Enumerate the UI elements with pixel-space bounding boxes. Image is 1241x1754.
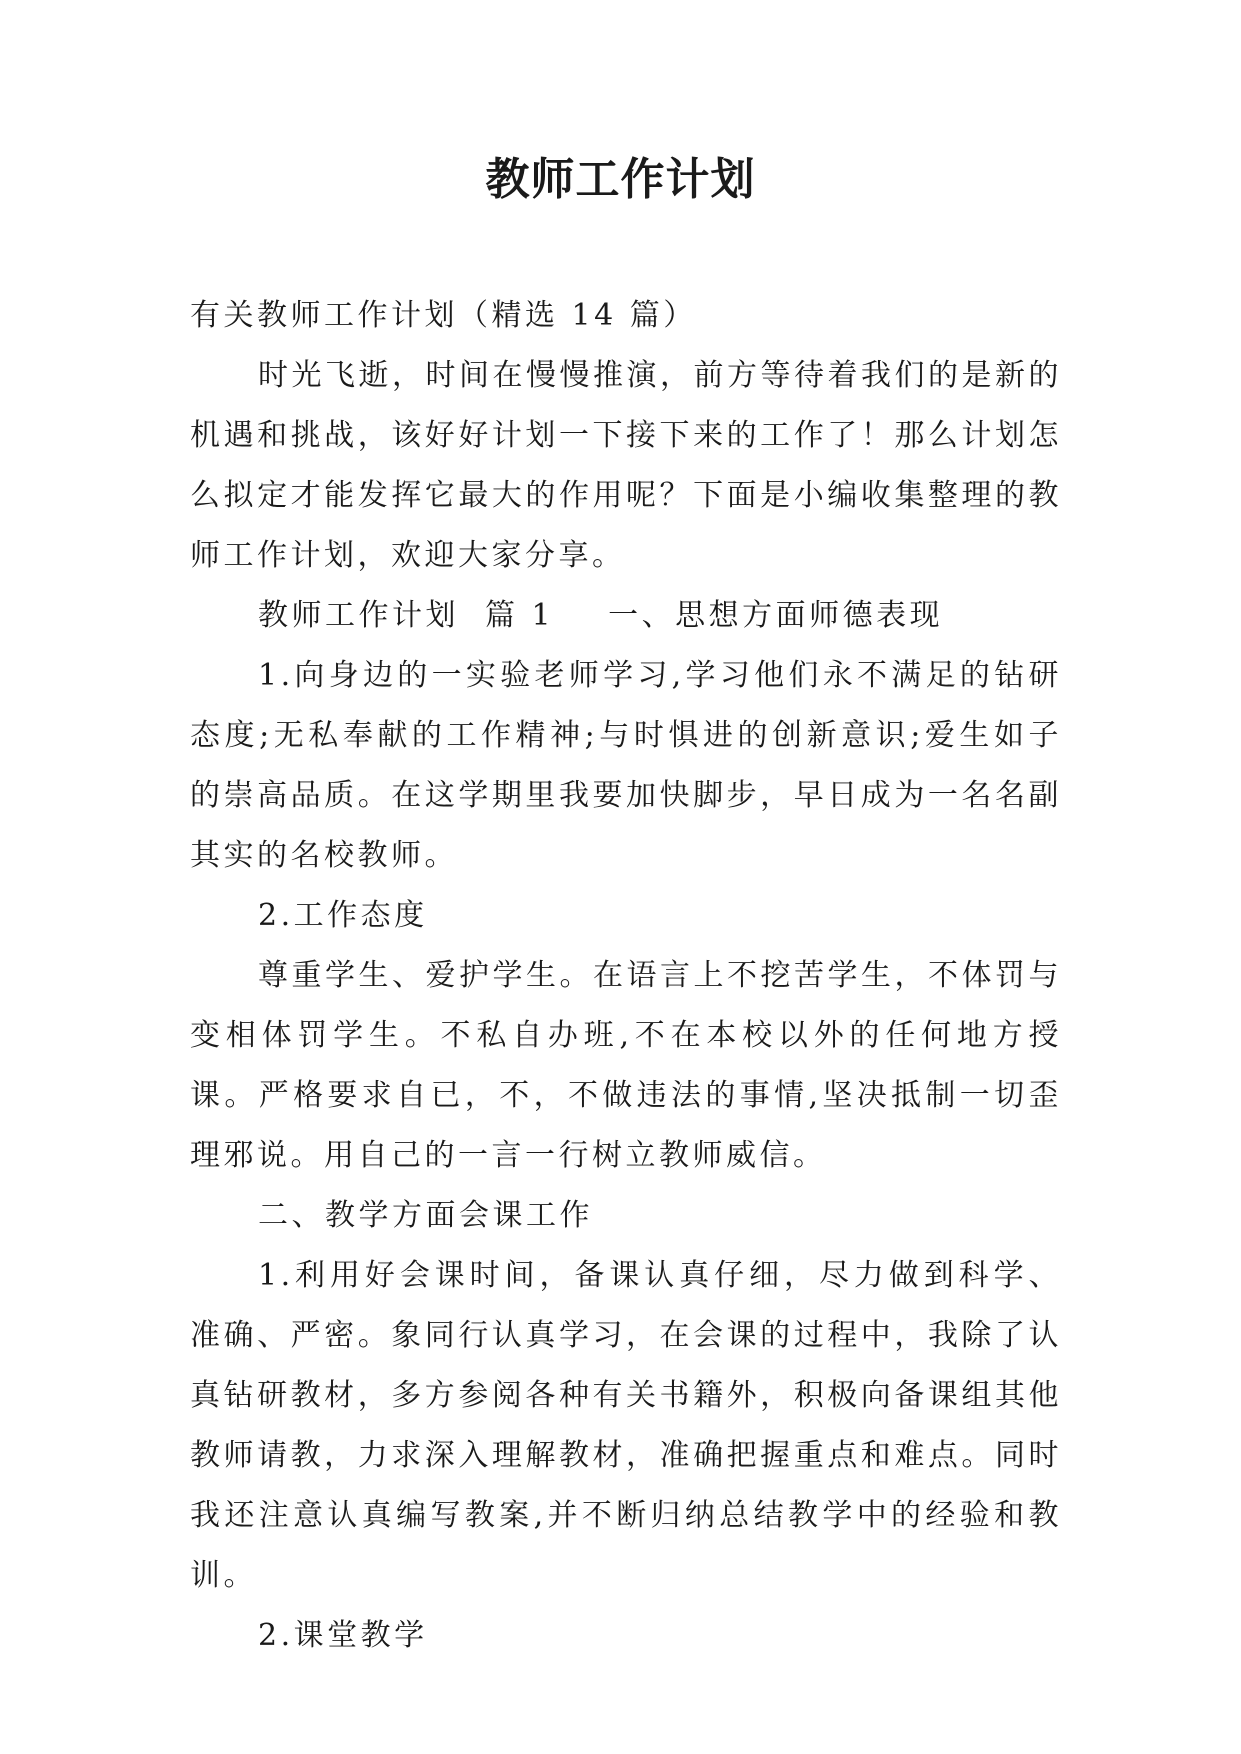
subheading-classroom: 2.课堂教学	[258, 1618, 428, 1653]
document-title: 教师工作计划	[485, 154, 756, 205]
paragraph-ethics: 1.向身边的一实验老师学习,学习他们永不满足的钻研态度;无私奉献的工作精神;与时惧进的创新意识;爱生如子的崇高品质。在这学期里我要加快脚步，早日成为一名名副其实的名校教师。	[190, 658, 1062, 873]
subheading-teaching: 二、教学方面会课工作	[258, 1198, 593, 1233]
section-heading-topic: 一、思想方面师德表现	[608, 598, 944, 633]
subheading-attitude: 2.工作态度	[258, 898, 428, 933]
intro-paragraph: 时光飞逝，时间在慢慢推演，前方等待着我们的是新的机遇和挑战，该好好计划一下接下来的工作了！那么计划怎么拟定才能发挥它最大的作用呢？下面是小编收集整理的教师工作计划，欢迎大家分享。	[190, 358, 1062, 573]
document-subtitle: 有关教师工作计划（精选 14 篇）	[190, 298, 697, 333]
paragraph-attitude: 尊重学生、爱护学生。在语言上不挖苦学生，不体罚与变相体罚学生。不私自办班,不在本校以外的任何地方授课。严格要求自已，不，不做违法的事情,坚决抵制一切歪理邪说。用自己的一言一行树立教师威信。	[190, 958, 1062, 1173]
section-heading-title: 教师工作计划	[258, 598, 459, 633]
section-heading-part: 篇 1	[485, 598, 555, 633]
section-heading	[190, 586, 1062, 646]
paragraph-lesson-prep: 1.利用好会课时间，备课认真仔细，尽力做到科学、准确、严密。象同行认真学习，在会课的过程中，我除了认真钻研教材，多方参阅各种有关书籍外，积极向备课组其他教师请教，力求深入理解教材，准确把握重点和难点。同时我还注意认真编写教案,并不断归纳总结教学中的经验和教训。	[190, 1258, 1062, 1593]
document-body	[190, 286, 1062, 1666]
